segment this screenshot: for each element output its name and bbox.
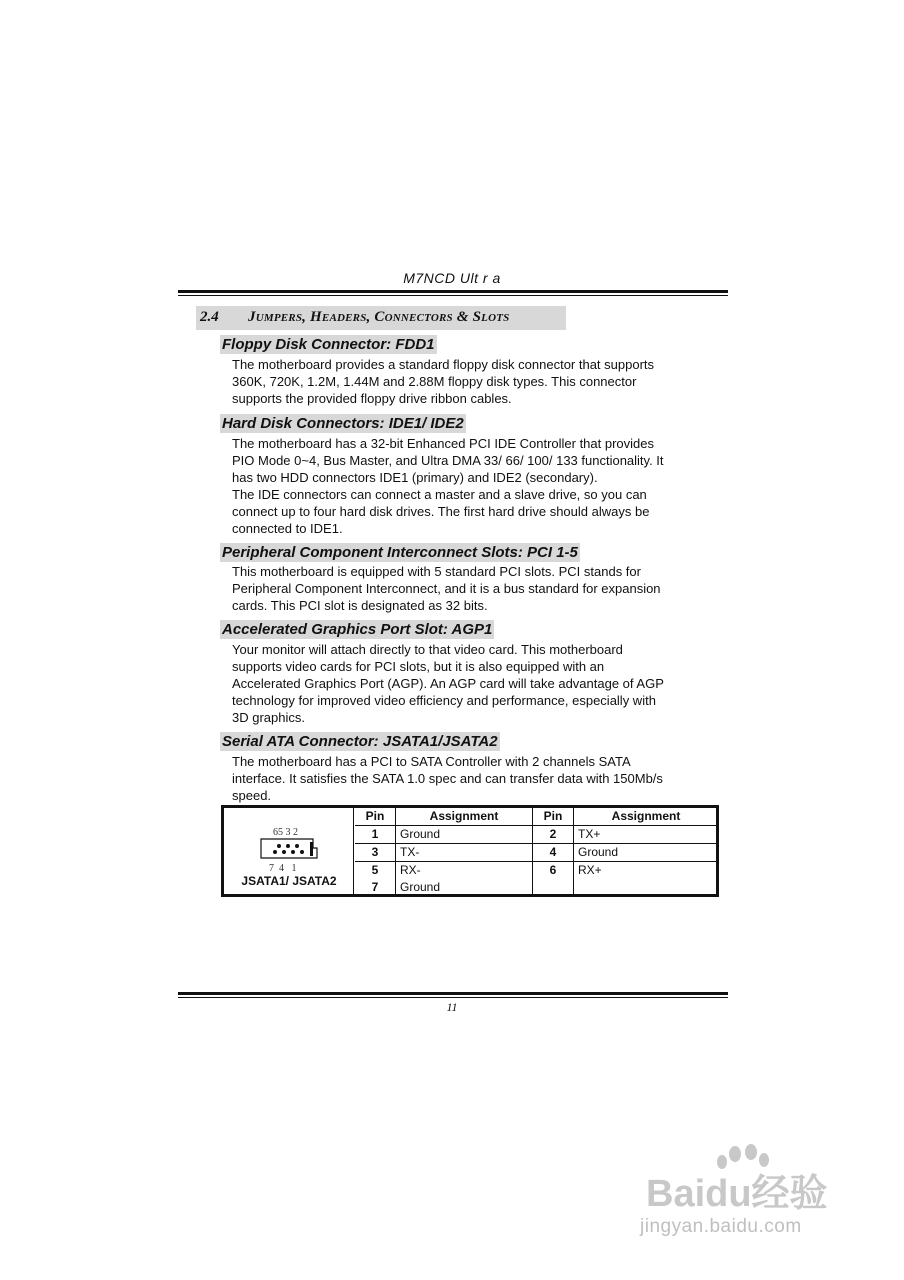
pin-cell (533, 879, 574, 896)
subsection-title-pci: Peripheral Component Interconnect Slots: PCI 1-5 (222, 544, 578, 561)
assignment-cell: TX- (396, 844, 533, 862)
header-pin: Pin (533, 808, 574, 826)
watermark-brand: Baidu经验 (646, 1173, 828, 1215)
pin-cell: 2 (533, 826, 574, 844)
page-number: 11 (446, 1000, 458, 1014)
subsection-title-agp: Accelerated Graphics Port Slot: AGP1 (222, 621, 493, 638)
connector-label: JSATA1/ JSATA2 (241, 874, 337, 888)
pin-cell: 1 (355, 826, 396, 844)
table-row (355, 844, 718, 862)
connector-pin (277, 844, 281, 848)
pin-cell: 6 (533, 862, 574, 880)
subsection-body-fdd: The motherboard provides a standard floppy disk connector that supports 360K, 720K, 1.2M, 1.44M and 2.88M floppy disk types. This connector supports the provided floppy drive ribbon cables. (232, 357, 655, 406)
table-row (355, 879, 718, 896)
assignment-cell: RX- (400, 863, 421, 877)
assignment-cell: RX+ (578, 863, 602, 877)
subsection-body-sata: The motherboard has a PCI to SATA Controller with 2 channels SATA interface. It satisfies the SATA 1.0 spec and can transfer data with 150Mb/s speed. (232, 754, 663, 803)
connector-bottom-pin-numbers: 7 4 1 (269, 863, 297, 874)
table-row (355, 862, 718, 880)
assignment-cell: Ground (396, 826, 533, 844)
baidu-watermark-logo (640, 1140, 860, 1220)
paw-icon (717, 1144, 769, 1169)
header-rule (178, 290, 728, 296)
connector-key (310, 842, 313, 856)
assignment-cell: Ground (574, 844, 719, 862)
connector-pin (286, 844, 290, 848)
footer-rule (178, 992, 728, 998)
assignment-cell: Ground (400, 880, 441, 894)
section-title: Jumpers, Headers, Connectors & Slots (248, 309, 510, 325)
watermark-url: jingyan.baidu.com (640, 1216, 802, 1237)
pin-cell: 5 (355, 862, 396, 880)
pin-cell: 7 (355, 879, 396, 896)
connector-pin (282, 850, 286, 854)
connector-pin (291, 850, 295, 854)
connector-outline (261, 839, 317, 858)
subsection-body-ide: The motherboard has a 32-bit Enhanced PCI IDE Controller that provides PIO Mode 0~4, Bus Master, and Ultra DMA 33/ 66/ 100/ 133 functionality. It has two HDD connectors IDE1 (primary) and IDE2 (secondary). The IDE connectors can connect a master and a slave drive, so you can connect up to four hard disk drives. The first hard drive should always be connected to IDE1. (232, 436, 664, 536)
pin-cell: 3 (355, 844, 396, 862)
section-heading (196, 306, 566, 330)
connector-top-pin-numbers: 65 3 2 (273, 827, 298, 838)
sata-connector-diagram (255, 824, 325, 874)
connector-pin (295, 844, 299, 848)
table-divider (353, 807, 354, 895)
subsection-title-fdd: Floppy Disk Connector: FDD1 (222, 336, 435, 353)
header-assignment: Assignment (574, 808, 719, 826)
connector-pin (300, 850, 304, 854)
header-assignment: Assignment (396, 808, 533, 826)
section-number: 2.4 (200, 309, 219, 325)
subsection-title-ide: Hard Disk Connectors: IDE1/ IDE2 (222, 415, 464, 432)
pin-cell: 4 (533, 844, 574, 862)
table-row (355, 826, 718, 844)
subsection-body-pci: This motherboard is equipped with 5 standard PCI slots. PCI stands for Peripheral Component Interconnect, and it is a bus standard for expansion cards. This PCI slot is designated as 32 bits. (232, 564, 661, 613)
assignment-cell (574, 879, 719, 896)
table-header-row (355, 808, 718, 826)
subsection-body-agp: Your monitor will attach directly to that video card. This motherboard supports video cards for PCI slots, but it is also equipped with an Accelerated Graphics Port (AGP). An AGP card will take advantage of AGP technology for improved video efficiency and performance, especially with 3D graphics. (232, 642, 664, 725)
document-header-title: M7NCD Ult r a (403, 270, 501, 286)
subsection-title-sata: Serial ATA Connector: JSATA1/JSATA2 (222, 733, 498, 750)
connector-pin (273, 850, 277, 854)
pin-assignment-table (355, 808, 718, 896)
header-pin: Pin (355, 808, 396, 826)
assignment-cell: TX+ (574, 826, 719, 844)
